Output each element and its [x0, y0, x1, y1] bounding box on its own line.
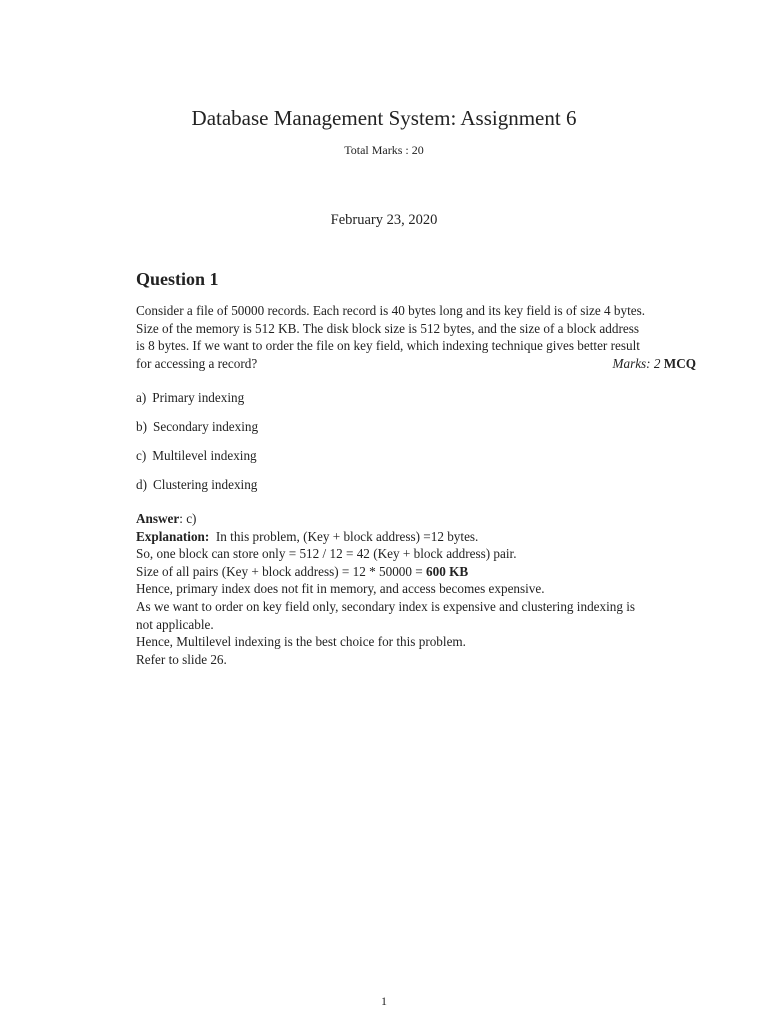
- question-text: [136, 302, 696, 372]
- explanation-text: In this problem, (Key + block address) =12 bytes.: [215, 528, 479, 544]
- explanation-label: Explanation:: [136, 528, 210, 544]
- option-text: Multilevel indexing: [152, 448, 257, 463]
- option-text: Primary indexing: [152, 390, 245, 405]
- pairs-size-text: Size of all pairs (Key + block address) = 12 * 50000 =: [136, 563, 427, 579]
- question-line-3: is 8 bytes. If we want to order the file on key field, which indexing technique gives better result: [136, 338, 640, 354]
- pairs-size-value: 600 KB: [426, 563, 469, 579]
- question-line-2: Size of the memory is 512 KB. The disk block size is 512 bytes, and the size of a block address: [136, 320, 639, 336]
- explanation-line-3: [136, 563, 696, 581]
- option-d: [136, 476, 696, 505]
- explanation-line: [136, 528, 696, 546]
- answer-section: [136, 510, 696, 668]
- explanation-line-7: Hence, Multilevel indexing is the best choice for this problem.: [136, 634, 466, 650]
- options-list: [136, 389, 696, 505]
- total-marks: Total Marks : 20: [344, 143, 424, 157]
- page-number: 1: [381, 994, 387, 1008]
- option-a: [136, 389, 696, 418]
- document-title: Database Management System: Assignment 6: [191, 106, 577, 130]
- explanation-line-8: Refer to slide 26.: [136, 651, 227, 667]
- answer-value: : c): [179, 511, 197, 526]
- question-line-1: Consider a file of 50000 records. Each record is 40 bytes long and its key field is of size 4 bytes.: [136, 303, 646, 318]
- document-date: February 23, 2020: [330, 212, 438, 228]
- option-text: Clustering indexing: [153, 477, 258, 492]
- option-b: [136, 418, 696, 447]
- option-c: [136, 447, 696, 476]
- marks-label: Marks: 2: [612, 355, 661, 371]
- question-line-4: for accessing a record?: [136, 355, 258, 371]
- answer-label: Answer: [136, 511, 180, 526]
- question-heading: Question 1: [136, 269, 219, 289]
- marks-info: [612, 355, 696, 373]
- option-letter: a): [136, 390, 147, 405]
- answer-line: [136, 510, 696, 528]
- question-last-line: [136, 355, 696, 373]
- option-letter: c): [136, 448, 147, 463]
- explanation-line-5: As we want to order on key field only, secondary index is expensive and clustering indexing is: [136, 598, 636, 614]
- question-type: MCQ: [663, 355, 696, 371]
- option-text: Secondary indexing: [153, 419, 259, 434]
- explanation-line-2: So, one block can store only = 512 / 12 = 42 (Key + block address) pair.: [136, 546, 517, 562]
- explanation-line-6: not applicable.: [136, 616, 214, 632]
- option-letter: b): [136, 419, 147, 434]
- explanation-line-4: Hence, primary index does not fit in memory, and access becomes expensive.: [136, 581, 545, 597]
- option-letter: d): [136, 477, 147, 492]
